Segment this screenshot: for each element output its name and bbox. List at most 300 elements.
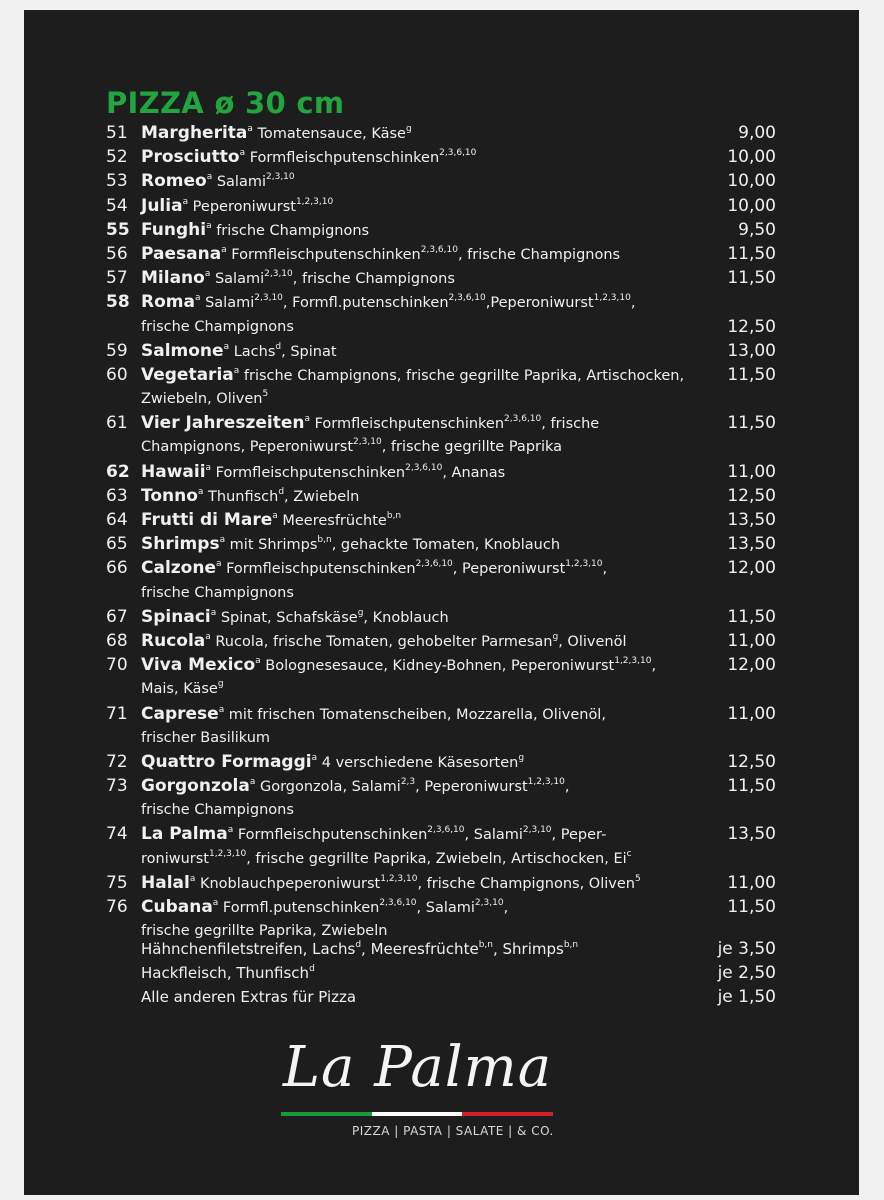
menu-item	[106, 871, 776, 895]
item-line	[106, 895, 776, 919]
description-text: Salami	[200, 295, 255, 312]
section-title: PIZZA ø 30 cm	[106, 86, 345, 120]
description-text: ,	[331, 537, 337, 554]
item-line	[106, 218, 776, 242]
description-text: ,	[503, 900, 509, 916]
allergen-code: a	[205, 462, 212, 473]
pizza-list	[106, 121, 776, 943]
item-number: 57	[106, 268, 128, 289]
item-line	[106, 315, 776, 339]
item-text	[141, 460, 505, 485]
allergen-code: 2,3,6,10	[439, 148, 477, 159]
menu-item	[106, 411, 776, 459]
description-text: Zwiebeln, Oliven	[141, 391, 263, 408]
description-text: , Peper-	[551, 827, 607, 844]
allergen-code: d	[309, 964, 315, 975]
item-number: 74	[106, 824, 128, 845]
allergen-code: g	[552, 631, 559, 642]
allergen-code: 2,3,10	[353, 437, 382, 448]
allergen-code: 5	[262, 389, 269, 400]
description-text: Salami	[212, 174, 266, 191]
item-price: 10,00	[727, 147, 776, 168]
item-line	[106, 194, 776, 218]
extra-price: je 2,50	[717, 963, 776, 984]
item-text	[141, 750, 524, 775]
allergen-code: 5	[634, 873, 641, 884]
allergen-code: a	[215, 559, 222, 570]
item-text	[141, 726, 270, 750]
allergen-code: b,n	[317, 535, 332, 546]
allergen-code: 2,3,10	[264, 269, 293, 280]
item-line	[106, 605, 776, 629]
item-line	[106, 581, 776, 605]
pizza-name: Roma	[141, 292, 195, 313]
item-price: 12,50	[727, 485, 776, 506]
description-text: frische gegrillte Paprika, Zwiebeln	[141, 923, 388, 940]
item-text	[141, 435, 562, 459]
item-text	[141, 847, 632, 871]
item-price: 11,00	[727, 461, 776, 482]
allergen-code: 1,2,3,10	[527, 777, 565, 788]
item-price: 9,00	[738, 123, 776, 143]
description-text: , Spinat	[281, 343, 337, 360]
description-text: , Salami	[464, 827, 523, 844]
description-text: Thunfisch	[203, 488, 279, 505]
allergen-code: a	[219, 535, 226, 546]
item-line	[106, 435, 776, 459]
allergen-code: 1,2,3,10	[614, 656, 652, 667]
description-text: Bolognesesauce, Kidney-Bohnen, Peperoniwurst	[260, 658, 615, 675]
description-text: Tomatensauce, Käse	[252, 126, 406, 142]
description-text: Champignons, Peperoniwurst	[141, 439, 354, 456]
item-number: 63	[106, 485, 128, 506]
pizza-name: Milano	[141, 268, 205, 289]
allergen-code: a	[189, 873, 196, 884]
item-number: 58	[106, 292, 130, 313]
allergen-code: a	[197, 486, 204, 497]
pizza-name: Julia	[141, 195, 183, 216]
pizza-name: Cubana	[141, 897, 213, 917]
description-text: frische gegrillte Paprika	[386, 439, 563, 456]
item-text	[141, 822, 606, 847]
item-text	[141, 363, 684, 388]
description-text: ,Peperoniwurst	[485, 295, 594, 312]
item-text	[141, 605, 449, 630]
menu-page	[24, 10, 859, 1195]
description-text: ,	[361, 940, 366, 958]
allergen-code: a	[212, 898, 219, 908]
pizza-name: Spinaci	[141, 606, 211, 627]
allergen-code: a	[206, 220, 212, 231]
item-line	[106, 169, 776, 193]
item-number: 56	[106, 243, 128, 264]
description-text: Formfleischputenschinken	[233, 827, 428, 844]
item-text	[141, 121, 412, 146]
item-line	[106, 726, 776, 750]
item-line	[106, 508, 776, 532]
description-text: ,	[602, 561, 608, 578]
description-text: frische Champignons	[141, 318, 294, 335]
description-text: , frische Champignons	[457, 246, 621, 263]
allergen-code: 2,3,6,10	[504, 414, 542, 425]
item-price: 10,00	[727, 171, 776, 192]
pizza-name: Tonno	[141, 485, 198, 506]
item-line	[106, 556, 776, 580]
item-line	[106, 145, 776, 169]
item-text	[141, 266, 455, 291]
allergen-code: 2,3,10	[266, 172, 295, 183]
menu-item	[106, 605, 776, 629]
description-text: Formfleischputenschinken	[221, 561, 416, 578]
menu-item	[106, 653, 776, 701]
pizza-name: Quattro Formaggi	[141, 751, 312, 772]
extra-text	[141, 985, 356, 1009]
logo	[280, 1035, 555, 1120]
allergen-code: a	[233, 365, 240, 376]
description-text: , Ananas	[442, 464, 506, 481]
item-line	[106, 387, 776, 411]
allergen-code: g	[217, 679, 224, 690]
menu-item	[106, 121, 776, 145]
menu-item	[106, 145, 776, 169]
pizza-name: La Palma	[141, 824, 228, 845]
menu-item	[106, 484, 776, 508]
menu-item	[106, 629, 776, 653]
description-text: Salami	[210, 271, 265, 288]
extra-line	[106, 937, 776, 961]
item-price: 13,50	[727, 510, 776, 530]
description-text: Peperoniwurst	[188, 198, 296, 215]
allergen-code: d	[275, 341, 282, 352]
description-text: Alle anderen Extras für Pizza	[141, 988, 357, 1007]
flag-red	[462, 1112, 553, 1116]
pizza-name: Calzone	[141, 558, 216, 579]
allergen-code: 1,2,3,10	[565, 559, 603, 570]
pizza-name: Halal	[141, 872, 190, 893]
description-text: , frische gegrillte Paprika, Zwiebeln, Artischocken, Ei	[246, 850, 627, 867]
allergen-code: b,n	[478, 940, 493, 950]
description-text: Meeresfrüchte	[277, 513, 387, 529]
description-text: Knoblauchpeperoniwurst	[195, 875, 381, 892]
allergen-code: 2,3,10	[522, 825, 552, 836]
item-number: 67	[106, 606, 128, 627]
description-text: , Salami	[416, 900, 475, 916]
description-text: Formfleischputenschinken	[309, 416, 505, 433]
allergen-code: 2,3,6,10	[379, 898, 417, 908]
allergen-code: a	[255, 656, 261, 667]
item-line	[106, 653, 776, 677]
allergen-code: a	[218, 704, 225, 715]
description-text: gehackte Tomaten, Knoblauch	[336, 537, 561, 554]
description-text: , frische	[541, 416, 600, 433]
description-text: ,	[630, 295, 636, 312]
item-number: 64	[106, 510, 128, 530]
item-line	[106, 702, 776, 726]
allergen-code: a	[210, 607, 217, 618]
pizza-name: Paesana	[141, 243, 222, 264]
item-price: 10,00	[727, 195, 776, 216]
extra-line	[106, 985, 776, 1009]
item-number: 53	[106, 171, 128, 192]
menu-item	[106, 532, 776, 556]
pizza-name: Rucola	[141, 630, 206, 651]
item-number: 62	[106, 461, 130, 482]
allergen-code: 1,2,3,10	[208, 848, 247, 859]
menu-item	[106, 508, 776, 532]
italian-flag-stripe	[281, 1112, 553, 1116]
description-text: frische Champignons	[141, 802, 294, 819]
item-text	[141, 629, 626, 654]
item-text	[141, 339, 337, 364]
item-line	[106, 798, 776, 822]
allergen-code: 2,3,6,10	[448, 293, 486, 304]
allergen-code: a	[221, 244, 227, 255]
description-text: 4 verschiedene Käsesorten	[317, 754, 519, 771]
description-text: ,	[381, 439, 387, 456]
item-line	[106, 871, 776, 895]
menu-item	[106, 750, 776, 774]
pizza-name: Viva Mexico	[141, 655, 256, 676]
item-number: 71	[106, 703, 128, 724]
description-text: Hähnchenfiletstreifen, Lachs	[141, 940, 356, 958]
item-text	[141, 218, 369, 243]
item-price: 13,00	[727, 340, 776, 361]
item-text	[141, 677, 224, 701]
item-line	[106, 532, 776, 556]
item-price: 12,00	[727, 558, 776, 579]
item-text	[141, 169, 295, 194]
pizza-name: Caprese	[141, 703, 219, 724]
allergen-code: g	[518, 752, 525, 763]
description-text: Gorgonzola, Salami	[255, 779, 401, 796]
item-price: 12,50	[727, 316, 776, 337]
description-text: frische Champignons	[141, 584, 294, 601]
item-line	[106, 677, 776, 701]
allergen-code: a	[272, 511, 278, 521]
pizza-name: Shrimps	[141, 534, 220, 555]
item-text	[141, 895, 508, 920]
allergen-code: a	[239, 148, 246, 159]
item-number: 51	[106, 123, 128, 143]
description-text: Rucola, frische Tomaten, gehobelter Parmesan	[210, 633, 553, 650]
allergen-code: a	[182, 196, 189, 207]
allergen-code: b,n	[386, 511, 402, 521]
item-number: 59	[106, 340, 128, 361]
item-number: 61	[106, 413, 128, 434]
item-line	[106, 774, 776, 798]
item-price: 11,50	[727, 243, 776, 264]
allergen-code: a	[304, 414, 310, 425]
extra-price: je 1,50	[717, 987, 776, 1008]
menu-item	[106, 702, 776, 750]
menu-item	[106, 339, 776, 363]
item-text	[141, 315, 294, 339]
item-line	[106, 847, 776, 871]
description-text: frischer Basilikum	[141, 729, 271, 746]
item-line	[106, 242, 776, 266]
item-number: 65	[106, 534, 128, 555]
description-text: , Zwiebeln	[284, 488, 360, 505]
allergen-code: 1,2,3,10	[295, 196, 334, 207]
allergen-code: g	[357, 607, 364, 618]
item-price: 11,00	[727, 703, 776, 724]
item-number: 73	[106, 776, 128, 797]
item-line	[106, 339, 776, 363]
item-text	[141, 194, 333, 219]
allergen-code: c	[626, 848, 632, 859]
item-text	[141, 798, 294, 822]
description-text: Meeresfrüchte	[365, 940, 479, 958]
item-price: 12,50	[727, 751, 776, 772]
pizza-name: Hawaii	[141, 461, 206, 482]
item-price: 11,50	[727, 413, 776, 434]
description-text: Formfleischputenschinken	[226, 246, 421, 263]
item-line	[106, 822, 776, 846]
item-line	[106, 363, 776, 387]
item-line	[106, 484, 776, 508]
item-number: 75	[106, 872, 128, 893]
item-text	[141, 653, 656, 678]
item-text	[141, 484, 359, 509]
extra-text	[141, 937, 578, 961]
description-text: roniwurst	[141, 850, 209, 867]
menu-item	[106, 363, 776, 411]
description-text: Spinat, Schafskäse	[216, 609, 358, 626]
pizza-name: Vegetaria	[141, 364, 234, 385]
item-price: 13,50	[727, 824, 776, 845]
item-price: 9,50	[738, 219, 776, 240]
description-text: Formfleischputenschinken	[245, 150, 440, 167]
allergen-code: a	[204, 269, 211, 280]
item-price: 11,50	[727, 776, 776, 797]
description-text: mit Shrimps	[225, 537, 318, 554]
description-text: Hackfleisch, Thunfisch	[141, 964, 310, 983]
allergen-code: 2,3,6,10	[405, 462, 443, 473]
allergen-code: 1,2,3,10	[380, 873, 418, 884]
item-line	[106, 121, 776, 145]
item-number: 52	[106, 147, 128, 168]
description-text: , Formfl.putenschinken	[282, 295, 449, 312]
menu-item	[106, 556, 776, 604]
description-text: ,	[651, 658, 657, 675]
item-line	[106, 460, 776, 484]
item-number: 76	[106, 897, 128, 917]
description-text: , Knoblauch	[363, 609, 449, 626]
item-line	[106, 629, 776, 653]
allergen-code: 2,3,6,10	[427, 825, 465, 836]
menu-item	[106, 266, 776, 290]
item-text	[141, 411, 599, 436]
allergen-code: a	[247, 124, 253, 134]
item-price: 11,00	[727, 872, 776, 893]
item-number: 60	[106, 364, 128, 385]
item-line	[106, 266, 776, 290]
item-line	[106, 290, 776, 314]
item-text	[141, 556, 607, 581]
description-text: Mais, Käse	[141, 681, 218, 698]
pizza-name: Margherita	[141, 123, 248, 143]
allergen-code: b,n	[563, 940, 579, 950]
extra-text	[141, 961, 315, 985]
allergen-code: 2,3,10	[474, 898, 504, 908]
tagline: PIZZA | PASTA | SALATE | & CO.	[352, 1124, 554, 1138]
description-text: mit frischen Tomatenscheiben, Mozzarella, Olivenöl,	[224, 706, 606, 723]
item-text	[141, 145, 476, 170]
menu-item	[106, 242, 776, 266]
item-price: 11,50	[727, 606, 776, 627]
item-text	[141, 387, 268, 411]
allergen-code: a	[194, 293, 201, 304]
item-price: 13,50	[727, 534, 776, 555]
allergen-code: 2,3	[400, 777, 416, 788]
item-line	[106, 411, 776, 435]
allergen-code: g	[405, 124, 412, 134]
flag-green	[281, 1112, 372, 1116]
extras-list	[106, 937, 776, 1010]
extra-line	[106, 961, 776, 985]
item-price: 11,50	[727, 364, 776, 385]
item-price: 11,50	[727, 268, 776, 289]
item-text	[141, 581, 294, 605]
description-text: ,	[564, 779, 570, 796]
item-text	[141, 871, 641, 896]
description-text: , Shrimps	[492, 940, 564, 958]
description-text: frische Champignons	[211, 222, 370, 239]
item-number: 54	[106, 195, 128, 216]
menu-item	[106, 290, 776, 338]
pizza-name: Salmone	[141, 340, 224, 361]
item-text	[141, 774, 569, 799]
allergen-code: a	[227, 825, 234, 836]
description-text: Formfl.putenschinken	[218, 900, 380, 916]
allergen-code: a	[311, 752, 318, 763]
item-number: 70	[106, 655, 128, 676]
allergen-code: 2,3,6,10	[415, 559, 453, 570]
menu-item	[106, 194, 776, 218]
pizza-name: Funghi	[141, 219, 207, 240]
pizza-name: Prosciutto	[141, 147, 240, 168]
item-line	[106, 750, 776, 774]
menu-item	[106, 218, 776, 242]
pizza-name: Frutti di Mare	[141, 510, 273, 530]
menu-item	[106, 774, 776, 822]
description-text: , frische Champignons	[292, 271, 455, 288]
item-number: 55	[106, 219, 130, 240]
item-price: 11,50	[727, 897, 776, 917]
description-text: Formfleischputenschinken	[211, 464, 406, 481]
item-text	[141, 702, 606, 727]
item-number: 68	[106, 630, 128, 651]
menu-item	[106, 822, 776, 870]
flag-white	[372, 1112, 463, 1116]
menu-item	[106, 460, 776, 484]
menu-item	[106, 169, 776, 193]
pizza-name: Gorgonzola	[141, 776, 250, 797]
item-text	[141, 242, 620, 267]
description-text: Lachs	[229, 343, 276, 360]
description-text: , Peperoniwurst	[452, 561, 566, 578]
description-text: , frische Champignons, Oliven	[417, 875, 635, 892]
allergen-code: 1,2,3,10	[593, 293, 631, 304]
allergen-code: a	[223, 341, 230, 352]
item-price: 11,00	[727, 630, 776, 651]
item-text	[141, 508, 401, 533]
item-number: 72	[106, 751, 128, 772]
description-text: , Olivenöl	[558, 633, 627, 650]
item-text	[141, 532, 560, 557]
allergen-code: a	[249, 777, 256, 788]
item-text	[141, 290, 635, 315]
